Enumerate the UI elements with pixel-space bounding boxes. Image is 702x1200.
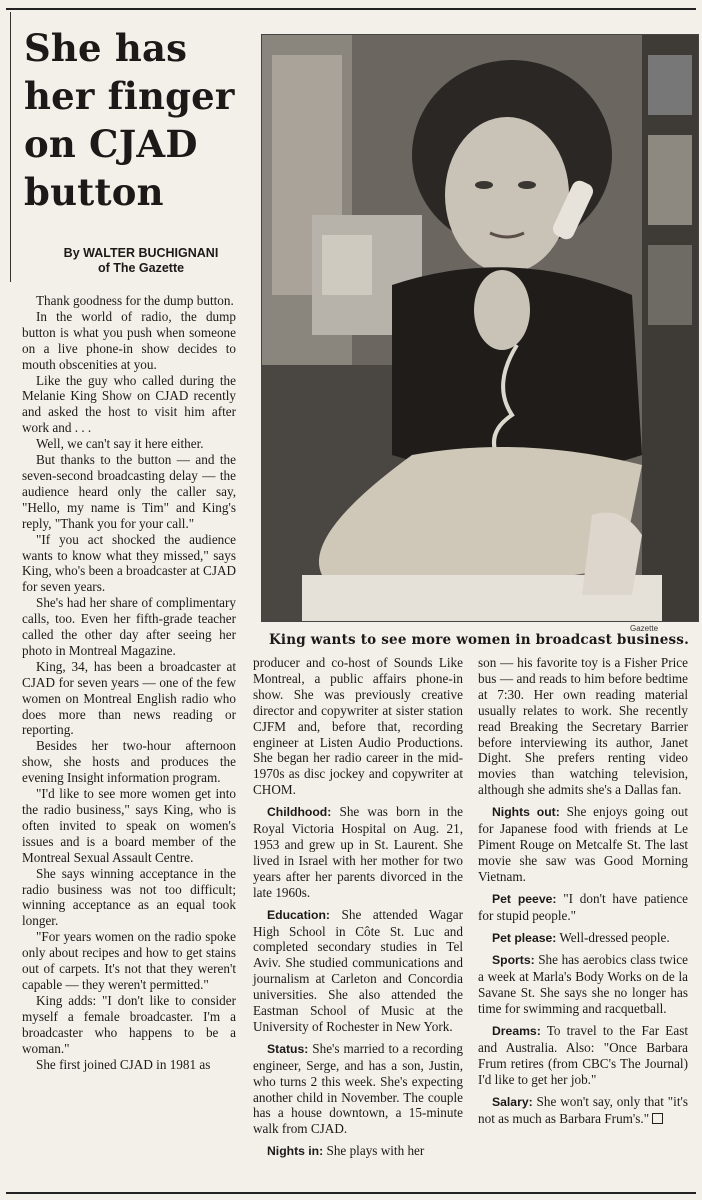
left-rule	[10, 12, 11, 282]
paragraph: "If you act shocked the audience wants to know what they missed," says King, who's been a broadcaster at CJAD for seven years.	[22, 531, 236, 595]
section-text: "I don't have patience for stupid people."	[478, 890, 688, 923]
section-lead: Education:	[267, 907, 330, 922]
section-nights-in	[253, 1143, 463, 1160]
paragraph: King adds: "I don't like to consider myself a female broadcaster. I'm a broadcaster who happens to be a woman."	[22, 992, 236, 1056]
section-education	[253, 907, 463, 1035]
section-text: She has aerobics class twice a week at Marla's Body Works on de la Savane St. She says she no longer has time for swimming and racquetball.	[478, 952, 688, 1017]
headline-line: her finger	[24, 74, 235, 118]
paragraph: Thank goodness for the dump button.	[36, 293, 234, 308]
section-text: To travel to the Far East and Australia. Also: "Once Barbara Frum retires (from CBC's The Journal) I'd like to get her job."	[478, 1023, 688, 1087]
headline-line: She has	[24, 26, 188, 70]
byline-publication: of The Gazette	[97, 261, 185, 275]
section-text: Well-dressed people.	[556, 929, 670, 945]
section-nights-out	[478, 804, 688, 885]
section-text: She's married to a recording engineer, Serge, and has a son, Justin, who turns 2 this week. She's expecting another child in November. The couple has a house downtown, a 15-minute walk from CJAD.	[253, 1040, 463, 1137]
section-lead: Pet please:	[492, 930, 557, 945]
paragraph: "I'd like to see more women get into the radio business," says King, who is often invited to speak on women's issues and is a board member of the Montreal Sexual Assault Centre.	[22, 786, 236, 865]
headline	[24, 24, 254, 216]
section-dreams	[478, 1023, 688, 1088]
section-text: She plays with her	[323, 1143, 425, 1159]
byline	[36, 246, 246, 276]
paragraph: "For years women on the radio spoke only about recipes and how to get stains out of carpets. It's not that they weren't capable — they weren't permitted."	[22, 929, 236, 992]
section-text: She was born in the Royal Victoria Hospital on Aug. 21, 1953 and grew up in St. Laurent. She lived in Israel with her mother for two years after her parents divorced in the late 1960s.	[253, 804, 463, 900]
section-text: She attended Wagar High School in Côte St. Luc and completed secondary studies in Tel Aviv. She studied communications and journalism at Carleton and Concordia universities. She also attended the Eastman School of Music at the University of Rochester in New York.	[253, 906, 463, 1034]
headline-line: button	[24, 170, 164, 214]
section-lead: Sports:	[492, 953, 535, 968]
bottom-rule	[6, 1192, 696, 1194]
paragraph: She's had her share of complimentary calls, too. Even her fifth-grade teacher called the other day after seeing her photo in Montreal Magazine.	[22, 595, 236, 658]
article-column-1	[22, 293, 236, 1072]
photo-melanie-king	[261, 34, 699, 622]
section-salary	[478, 1094, 688, 1127]
section-pet-peeve	[478, 891, 688, 924]
section-lead: Dreams:	[492, 1024, 541, 1039]
section-status	[253, 1041, 463, 1137]
section-sports	[478, 952, 688, 1017]
photo-illustration	[262, 35, 698, 621]
paragraph: She says winning acceptance in the radio business was not too difficult; winning acceptance as an equal took longer.	[22, 865, 236, 929]
end-mark	[652, 1113, 663, 1124]
paragraph: But thanks to the button — and the seven-second broadcasting delay — the audience heard only the caller say, "Hello, my name is Tim" and King's reply, "Thank you for your call."	[22, 452, 236, 531]
paragraph: producer and co-host of Sounds Like Montreal, a public affairs phone-in show. She was previously creative director and copywriter at sister station CJFM and, before that, recording engineer at Listen Audio Productions. She began her radio career in the mid-1970s as disc jockey and copywriter at CHOM.	[253, 655, 463, 798]
photo-caption: King wants to see more women in broadcast business.	[268, 632, 690, 648]
paragraph: She first joined CJAD in 1981 as	[36, 1056, 211, 1072]
article-column-3	[478, 655, 688, 1126]
top-rule	[6, 8, 696, 10]
paragraph: Well, we can't say it here either.	[36, 436, 204, 452]
section-lead: Nights in:	[267, 1144, 324, 1159]
byline-author: By WALTER BUCHIGNANI	[63, 246, 219, 260]
paragraph: son — his favorite toy is a Fisher Price bus — and reads to him before bedtime at 7:30. Her own reading material usually relates to work. She recently read Breaking the Secretary Barrier before interviewing its author, Janet Dight. She prefers renting video movies than watching television, although she admits she's a Dallas fan.	[478, 655, 688, 798]
article-column-2	[253, 655, 463, 1160]
section-lead: Childhood:	[267, 805, 332, 820]
paragraph: Like the guy who called during the Melanie King Show on CJAD recently and asked the host to visit him after work and . . .	[22, 372, 236, 436]
section-pet-please	[478, 930, 688, 947]
paragraph: King, 34, has been a broadcaster at CJAD for seven years — one of the few women on Montreal English radio who does more than news reading or reporting.	[22, 658, 236, 738]
section-text: She enjoys going out for Japanese food with friends at Le Piment Rouge on Metcalfe St. The last movie she saw was Good Morning Vietnam.	[478, 804, 688, 884]
section-childhood	[253, 804, 463, 900]
section-text: She won't say, only that "it's not as much as Barbara Frum's."	[478, 1093, 688, 1126]
section-lead: Pet peeve:	[492, 891, 557, 906]
paragraph: In the world of radio, the dump button is what you push when someone on a live phone-in show decides to mouth obscenities at you.	[22, 308, 236, 372]
section-lead: Status:	[267, 1041, 309, 1056]
headline-line: on CJAD	[24, 122, 198, 166]
section-lead: Nights out:	[492, 805, 560, 820]
paragraph: Besides her two-hour afternoon show, she hosts and produces the evening Insight information program.	[22, 738, 236, 786]
photo-credit: Gazette	[630, 624, 659, 633]
section-lead: Salary:	[492, 1094, 533, 1109]
